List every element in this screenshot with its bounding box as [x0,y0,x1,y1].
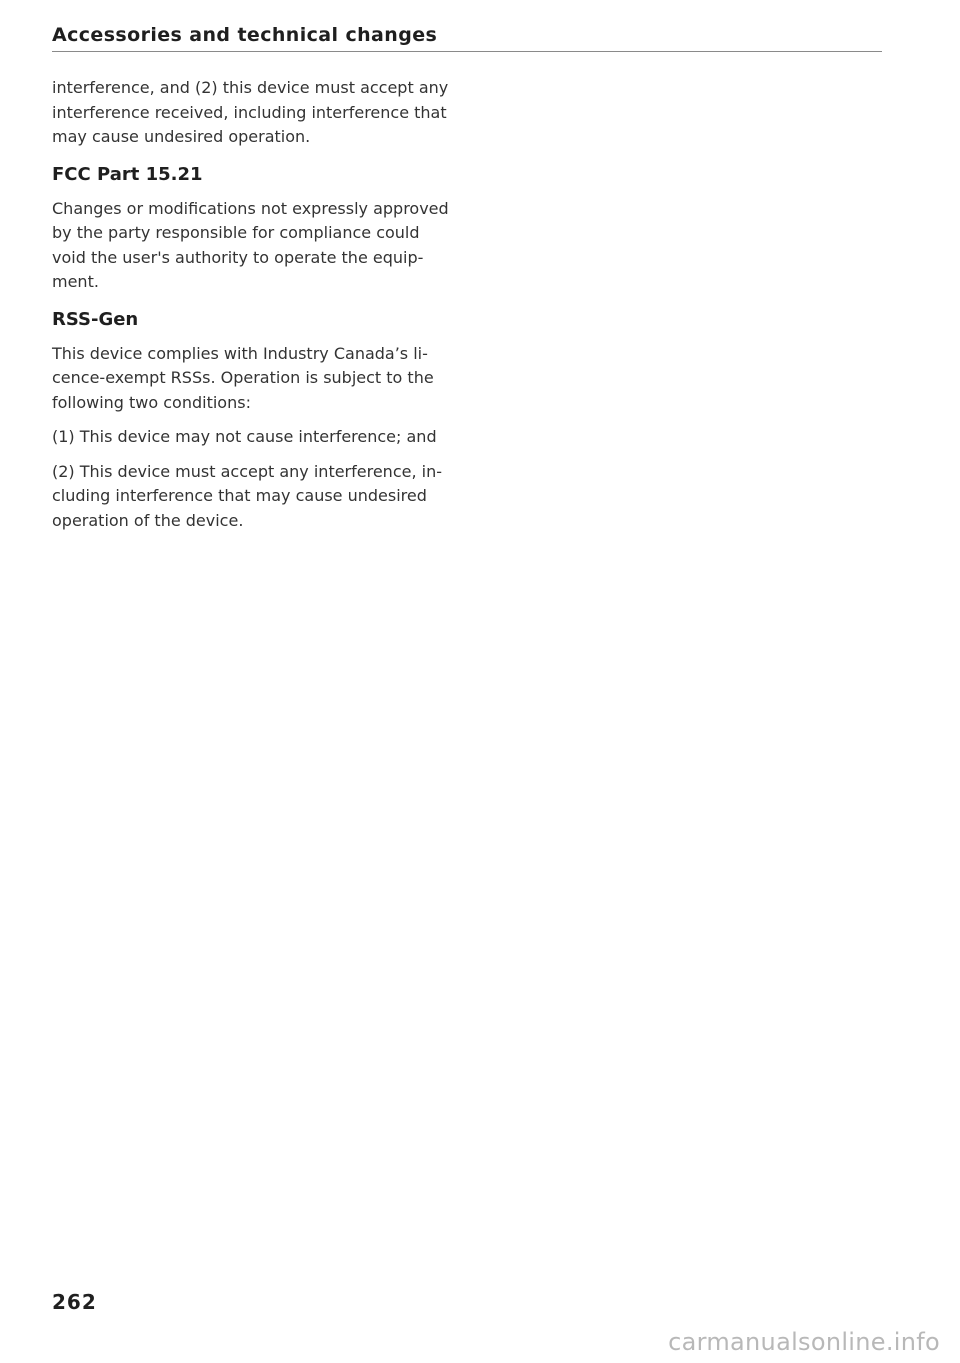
section-header-title: Accessories and technical changes [52,24,438,46]
watermark: carmanualsonline.info [668,1328,940,1356]
condition-2-paragraph [52,460,462,534]
page-number: 262 [52,1290,97,1314]
text-line: by the party responsible for compliance could [52,223,420,242]
condition-1-paragraph [52,425,462,450]
rss-paragraph [52,342,462,416]
text-line: following two conditions: [52,392,251,412]
text-line: This device complies with Industry Canada’s li- [52,343,428,363]
text-line: cluding interference that may cause undesired [52,486,427,505]
text-line: (1) This device may not cause interference; and [52,427,437,446]
fcc-heading: FCC Part 15.21 [52,163,203,185]
rss-heading: RSS-Gen [52,308,139,330]
text-line: ment. [52,272,99,291]
text-line: operation of the device. [52,510,244,530]
header-divider [52,51,882,52]
text-column [52,76,462,543]
text-line: cence-exempt RSSs. Operation is subject to the [52,368,434,387]
text-line: interference, and (2) this device must accept any [52,78,449,97]
text-line: (2) This device must accept any interference, in- [52,461,442,481]
text-line: may cause undesired operation. [52,127,311,146]
intro-paragraph [52,76,462,150]
fcc-paragraph [52,197,462,295]
text-line: interference received, including interference that [52,102,447,122]
text-line: Changes or modifications not expressly approved [52,198,449,218]
text-line: void the user's authority to operate the equip- [52,247,424,267]
